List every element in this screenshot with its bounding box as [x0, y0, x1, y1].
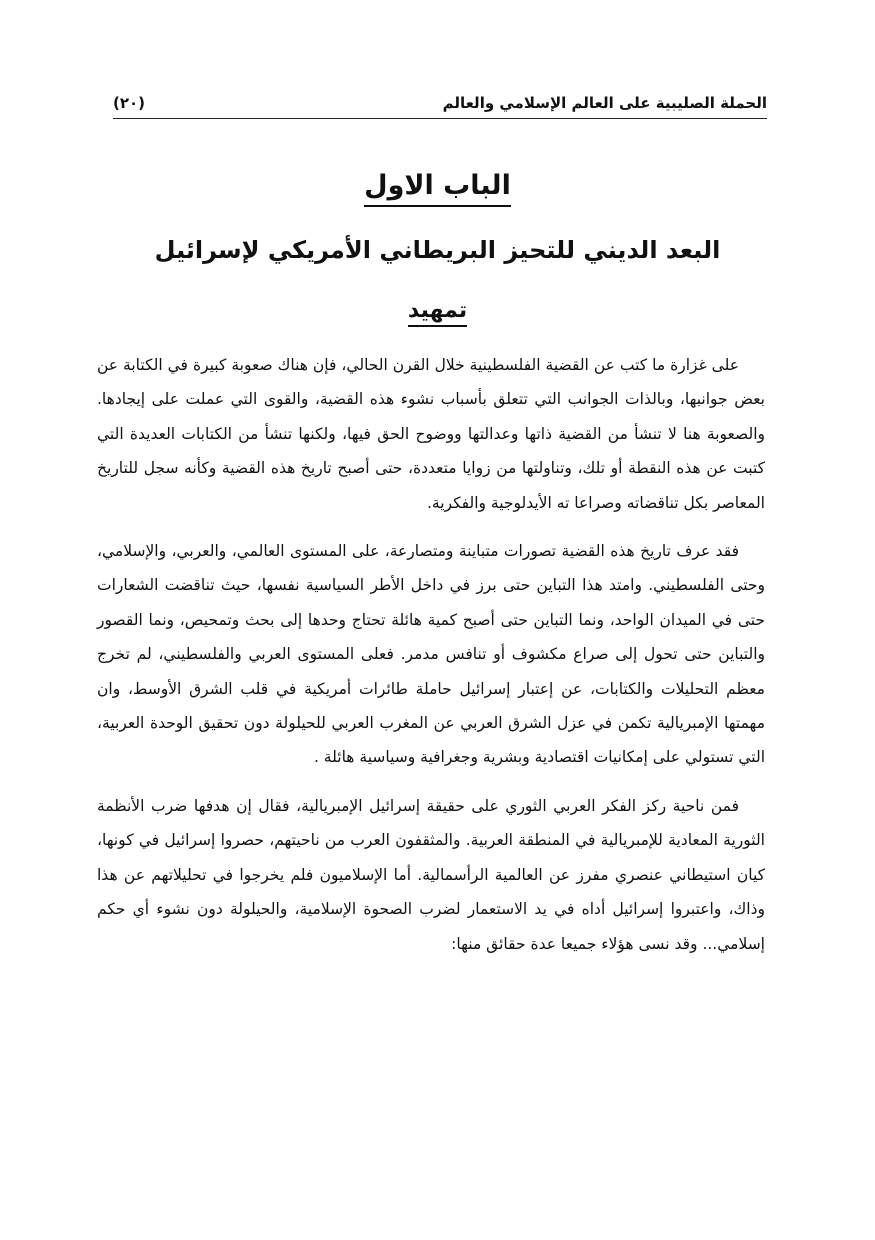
page-header	[113, 88, 767, 119]
body-text	[97, 348, 765, 975]
chapter-title: الباب الاول	[364, 170, 511, 207]
running-title: الحملة الصليبية على العالم الإسلامي والعالم	[442, 94, 767, 112]
page-number: (٢٠)	[113, 94, 146, 112]
chapter-subtitle: البعد الديني للتحيز البريطاني الأمريكي لإسرائيل	[154, 236, 721, 264]
paragraph-3: فمن ناحية ركز الفكر العربي الثوري على حقيقة إسرائيل الإمبريالية، فقال إن هدفها ضرب الأنظمة الثورية المعادية للإمبريالية في المنطقة العربية. والمثقفون العرب من ناحيتهم، حصروا إسرائيل في كونها، كيان استيطاني عنصري مفرز عن العالمية الرأسمالية. أما الإسلاميون فلم يخرجوا في تحليلاتهم عن هذا وذاك، واعتبروا إسرائيل أداه في يد الاستعمار لضرب الصحوة الإسلامية، والحيلولة دون نشوء أي حكم إسلامي... وقد نسى هؤلاء جميعا عدة حقائق منها:	[97, 796, 765, 953]
paragraph-2: فقد عرف تاريخ هذه القضية تصورات متباينة ومتصارعة، على المستوى العالمي، والعربي، والإسلامي، وحتى الفلسطيني. وامتد هذا التباين حتى برز في داخل الأطر السياسية نفسها، حيث تناقضت الشعارات حتى في الميدان الواحد، ونما التباين حتى أصبح كمية هائلة تحتاج وحدها إلى بحث وتمحيص، ونما القصور والتباين حتى تحول إلى صراع مكشوف أو تنافس مدمر. فعلى المستوى العربي والفلسطيني، لم تخرج معظم التحليلات والكتابات، عن إعتبار إسرائيل حاملة طائرات أمريكية في قلب الشرق الأوسط، وان مهمتها الإمبريالية تكمن في عزل الشرق العربي عن المغرب العربي للحيلولة دون تحقيق الوحدة العربية، التي تستولي على إمكانيات اقتصادية وبشرية وجغرافية وسياسية هائلة .	[97, 542, 765, 767]
chapter-title-block	[0, 170, 875, 207]
paragraph-1: على غزارة ما كتب عن القضية الفلسطينية خلال القرن الحالي، فإن هناك صعوبة كبيرة في الكتابة عن بعض جوانبها، وبالذات الجوانب التي تتعلق بأسباب نشوء هذه القضية، والقوى التي عملت على إيجادها. والصعوبة هنا لا تنشأ من القضية ذاتها وعدالتها ووضوح الحق فيها، ولكنها تنشأ من الكتابات العديدة التي كتبت عن هذه النقطة أو تلك، وتناولتها من زوايا متعددة، حتى أصبح تاريخ هذه القضية وكأنه سجل للتاريخ المعاصر بكل تناقضاته وصراعا ته الأيدلوجية والفكرية.	[97, 356, 765, 512]
section-heading: تمهيد	[408, 298, 467, 327]
section-heading-block	[0, 298, 875, 327]
